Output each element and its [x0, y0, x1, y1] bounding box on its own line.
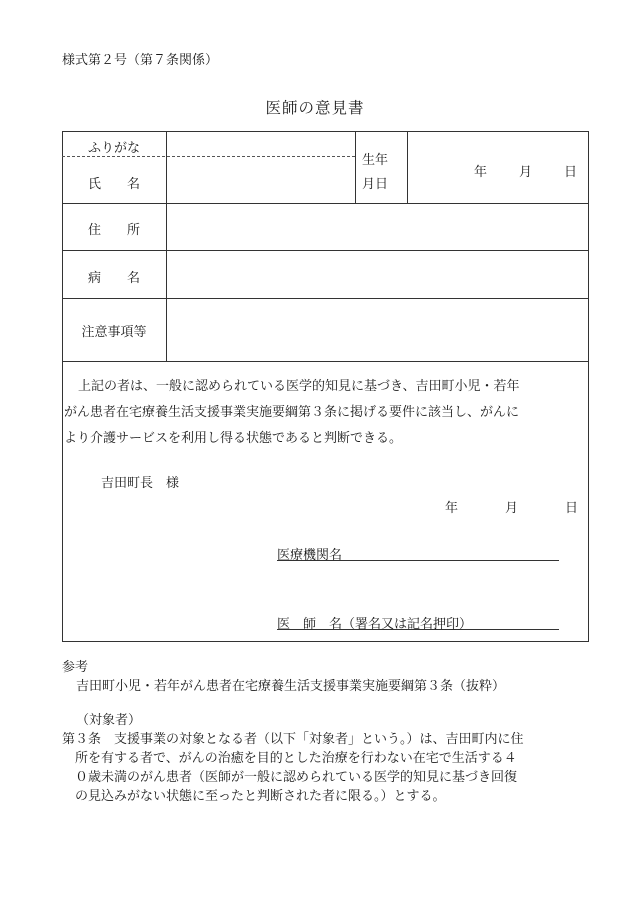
- name-field[interactable]: [167, 158, 354, 202]
- article-line: ０歳未満のがん患者（医師が一般に認められている医学的知見に基づき回復: [75, 770, 518, 785]
- birth-year-unit: 年: [474, 165, 488, 180]
- disease-field[interactable]: [167, 251, 588, 297]
- article-subject: （対象者）: [76, 713, 142, 728]
- institution-name-label: 医療機関名: [277, 548, 343, 563]
- statement-line: より介護サービスを利用し得る状態であると判断できる。: [64, 431, 403, 446]
- statement-line: がん患者在宅療養生活支援事業実施要綱第３条に掲げる要件に該当し、がんに: [64, 405, 520, 420]
- doctor-name-field[interactable]: [277, 613, 559, 630]
- birth-label-line2: 月日: [362, 177, 389, 192]
- institution-name-field[interactable]: [277, 544, 559, 561]
- doctor-name-label: 医 師 名（署名又は記名押印）: [277, 617, 473, 632]
- notes-label: 注意事項等: [81, 325, 147, 340]
- furigana-label: ふりがな: [87, 141, 140, 156]
- name-label: 氏 名: [87, 177, 140, 192]
- issue-day-unit: 日: [565, 501, 579, 516]
- birth-month-unit: 月: [519, 165, 533, 180]
- statement-paragraph: [64, 374, 590, 452]
- reference-source: 吉田町小児・若年がん患者在宅療養生活支援事業実施要綱第３条（抜粋）: [76, 679, 506, 694]
- birth-day-unit: 日: [564, 165, 578, 180]
- birthdate-field[interactable]: [408, 132, 588, 202]
- statement-line: 上記の者は、一般に認められている医学的知見に基づき、吉田町小児・若年: [78, 379, 520, 394]
- form-number: 様式第２号（第７条関係）: [62, 53, 219, 68]
- addressee: 吉田町長 様: [101, 476, 180, 491]
- row-divider: [62, 361, 589, 362]
- reference-section: [62, 658, 592, 696]
- address-field[interactable]: [167, 204, 588, 249]
- article-line: 所を有する者で、がんの治癒を目的とした治療を行わない在宅で生活する４: [75, 751, 517, 766]
- notes-field[interactable]: [167, 299, 588, 360]
- reference-heading: 参考: [62, 660, 89, 675]
- disease-label: 病 名: [87, 271, 140, 286]
- issue-year-unit: 年: [445, 501, 459, 516]
- furigana-divider: [62, 156, 355, 157]
- article-section: [62, 711, 592, 806]
- document-title: 医師の意見書: [265, 99, 365, 117]
- issue-month-unit: 月: [505, 501, 519, 516]
- birth-label-line1: 生年: [362, 153, 389, 168]
- article-line: 第３条 支援事業の対象となる者（以下「対象者」という。）は、吉田町内に住: [62, 732, 524, 747]
- furigana-field[interactable]: [167, 132, 354, 155]
- article-line: の見込みがない状態に至ったと判断された者に限る。）とする。: [75, 789, 446, 804]
- address-label: 住 所: [87, 223, 140, 238]
- col-divider: [355, 131, 356, 203]
